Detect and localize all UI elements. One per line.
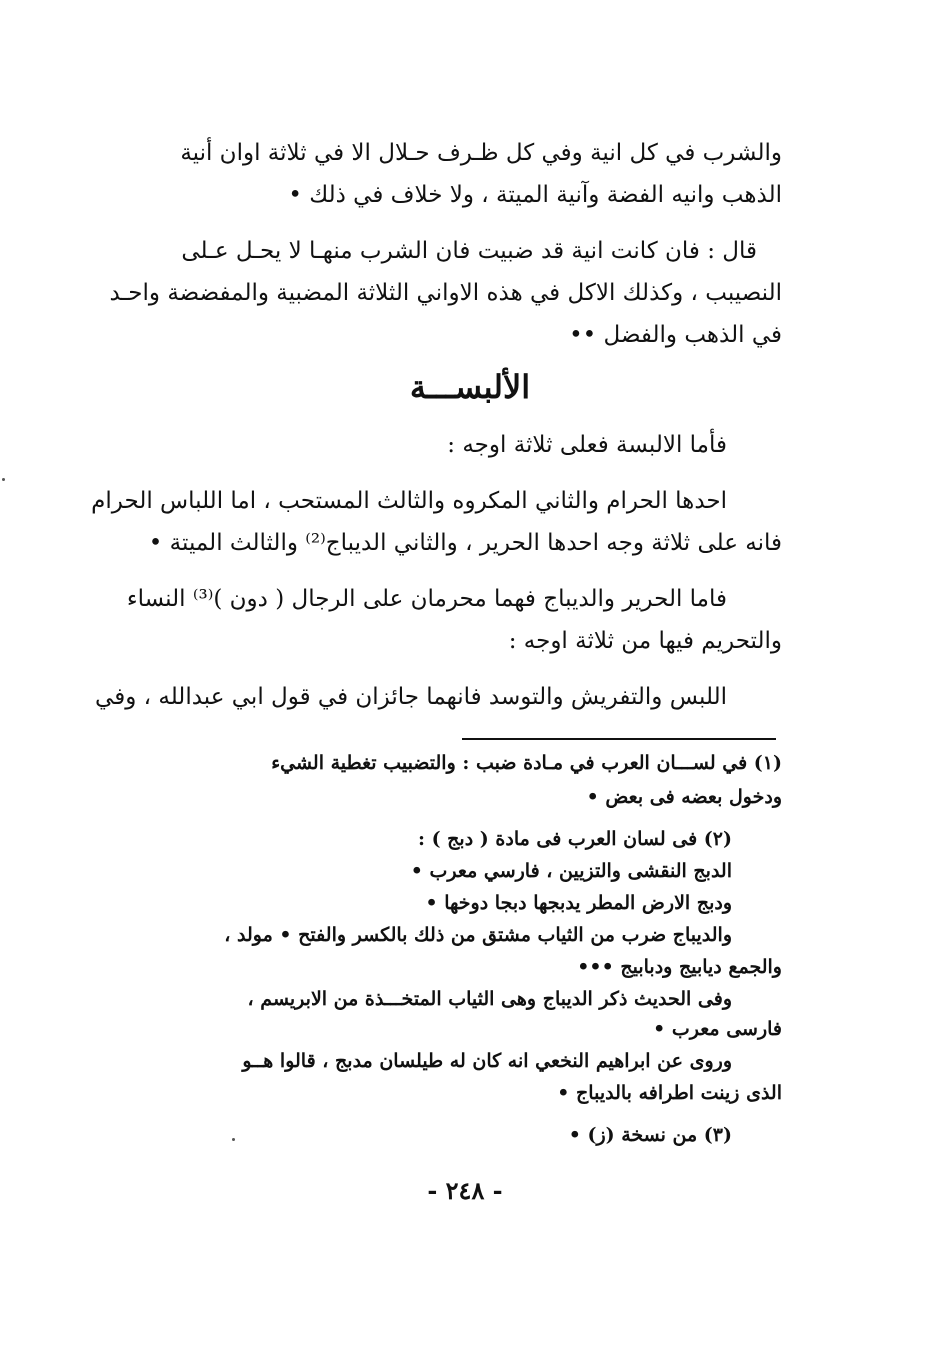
- paragraph-1-line-2: الذهب وانيه الفضة وآنية الميتة ، ولا خلاف في ذلك •: [288, 182, 782, 208]
- footnote-2-line-6: وفى الحديث ذكر الديباج وهى الثياب المتخـــذة من الابريسم ،: [247, 988, 732, 1010]
- paragraph-2-line-3: في الذهب والفضل ••: [569, 322, 782, 348]
- paragraph-6-line-1: اللبس والتفريش والتوسد فانهما جائزان في قول ابي عبدالله ، وفي: [95, 684, 727, 710]
- paragraph-2-line-1: قال : فان كانت انية قد ضبيت فان الشرب منهـا لا يحـل عـلى: [181, 238, 757, 264]
- footnote-2-line-3: ودبج الارض المطر يدبجها دبجا دوخها •: [425, 892, 732, 914]
- paragraph-3-line-1: فأما الالبسة فعلى ثلاثة اوجه :: [447, 432, 727, 458]
- footnote-2-line-5: والجمع ديابيج ودبابيج •••: [577, 956, 782, 978]
- paragraph-1-line-1: والشرب في كل انية وفي كل ظـرف حـلال الا في ثلاثة اوان أنية: [180, 140, 782, 166]
- paragraph-4-line-1: احدها الحرام والثاني المكروه والثالث المستحب ، اما اللباس الحرام: [91, 488, 727, 514]
- paragraph-5-line-2: والتحريم فيها من ثلاثة اوجه :: [508, 628, 782, 654]
- footnote-2-line-9: الذى زينت اطرافه بالديباج •: [557, 1082, 782, 1104]
- section-heading: الألبســـة: [409, 368, 531, 406]
- scan-speck: [232, 1138, 235, 1141]
- footnote-separator: [462, 738, 776, 740]
- footnote-3-line-1: (٣) من نسخة (ز) •: [568, 1124, 732, 1146]
- paragraph-4-line-2: فانه على ثلاثة وجه احدها الحرير ، والثاني الديباج⁽²⁾ والثالث الميتة •: [148, 530, 782, 556]
- footnote-2-line-8: وروى عن ابراهيم النخعي انه كان له طيلسان مدبج ، قالوا هــو: [242, 1050, 732, 1072]
- footnote-1-line-1: (١) في لســـان العرب في مـادة ضبب : والتضبيب تغطية الشيء: [271, 752, 782, 774]
- footnote-2-line-7: فارسى معرب •: [653, 1018, 782, 1040]
- footnote-2-line-4: والديباج ضرب من الثياب مشتق من ذلك بالكسر والفتح • مولد ،: [224, 924, 732, 946]
- page-number: - ٢٤٨ -: [427, 1176, 503, 1205]
- scan-speck: [2, 478, 5, 481]
- paragraph-2-line-2: النصيبب ، وكذلك الاكل في هذه الاواني الثلاثة المضبية والمفضضة واحـد: [109, 280, 782, 306]
- footnote-1-line-2: ودخول بعضه فى بعض •: [586, 786, 782, 808]
- footnote-2-line-1: (٢) فى لسان العرب فى مادة ( دبج ) :: [417, 828, 732, 850]
- paragraph-5-line-1: فاما الحرير والديباج فهما محرمان على الرجال ( دون )⁽³⁾ النساء: [126, 586, 727, 612]
- footnote-2-line-2: الدبج النقشى والتزيين ، فارسي معرب •: [410, 860, 732, 882]
